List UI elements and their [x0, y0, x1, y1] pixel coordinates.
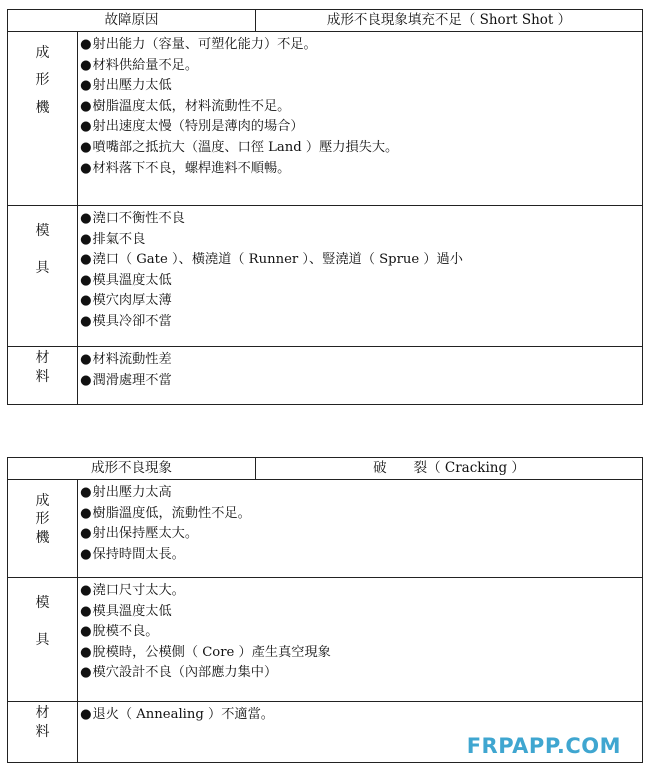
list-item: ● 模具溫度太低 [80, 602, 642, 623]
list-item: ● 模具溫度太低 [80, 271, 642, 292]
section-machine [8, 480, 642, 578]
category-label: 材 料 [8, 347, 78, 404]
list-item: ● 保持時間太長。 [80, 545, 642, 566]
watermark: FRPAPP.COM [466, 734, 621, 758]
item-list [78, 32, 642, 205]
category-label: 成 形 機 [8, 480, 78, 577]
list-item: ● 排氣不良 [80, 230, 642, 251]
header-defect-label: 成形不良現象 [8, 458, 256, 479]
list-item: ● 射出壓力太低 [80, 76, 642, 97]
item-list [78, 480, 642, 577]
list-item: ● 材料流動性差 [80, 350, 642, 371]
item-list [78, 578, 642, 701]
list-item: ● 模穴肉厚太薄 [80, 291, 642, 312]
header-cause: 故障原因 [8, 10, 256, 31]
list-item: ● 材料落下不良，螺桿進料不順暢。 [80, 159, 642, 180]
list-item: ● 脫模不良。 [80, 622, 642, 643]
short-shot-table [7, 9, 643, 405]
list-item: ● 噴嘴部之抵抗大（溫度、口徑 Land ）壓力損失大。 [80, 138, 642, 159]
table-header [8, 458, 642, 480]
list-item: ● 射出能力（容量、可塑化能力）不足。 [80, 35, 642, 56]
list-item: ● 澆口尺寸太大。 [80, 581, 642, 602]
header-defect: 成形不良現象填充不足（ Short Shot ） [326, 12, 572, 28]
category-label: 成 形 機 [8, 32, 78, 205]
list-item: ● 射出壓力太高 [80, 483, 642, 504]
list-item: ● 澆口（ Gate ）、橫澆道（ Runner ）、豎澆道（ Sprue ）過小 [80, 250, 642, 271]
section-mold [8, 578, 642, 702]
list-item: ● 模具冷卻不當 [80, 312, 642, 333]
list-item: ● 射出速度太慢（特別是薄肉的場合） [80, 117, 642, 138]
list-item: ● 潤滑處理不當 [80, 371, 642, 392]
category-label: 模 具 [8, 578, 78, 701]
item-list [78, 347, 642, 404]
list-item: ● 澆口不衡性不良 [80, 209, 642, 230]
list-item: ● 射出保持壓太大。 [80, 524, 642, 545]
category-label: 模 具 [8, 206, 78, 346]
list-item: ● 退火（ Annealing ）不適當。 [80, 705, 642, 726]
list-item: ● 材料供給量不足。 [80, 56, 642, 77]
section-material [8, 347, 642, 404]
item-list [78, 206, 642, 346]
list-item: ● 樹脂溫度低，流動性不足。 [80, 504, 642, 525]
list-item: ● 樹脂溫度太低，材料流動性不足。 [80, 97, 642, 118]
section-mold [8, 206, 642, 347]
list-item: ● 模穴設計不良（內部應力集中） [80, 663, 642, 684]
list-item: ● 脫模時，公模側（ Core ）產生真空現象 [80, 643, 642, 664]
header-defect: 破 裂（ Cracking ） [373, 460, 525, 476]
category-label: 材 料 [8, 702, 78, 762]
cracking-table [7, 457, 643, 763]
table-header [8, 10, 642, 32]
section-machine [8, 32, 642, 206]
